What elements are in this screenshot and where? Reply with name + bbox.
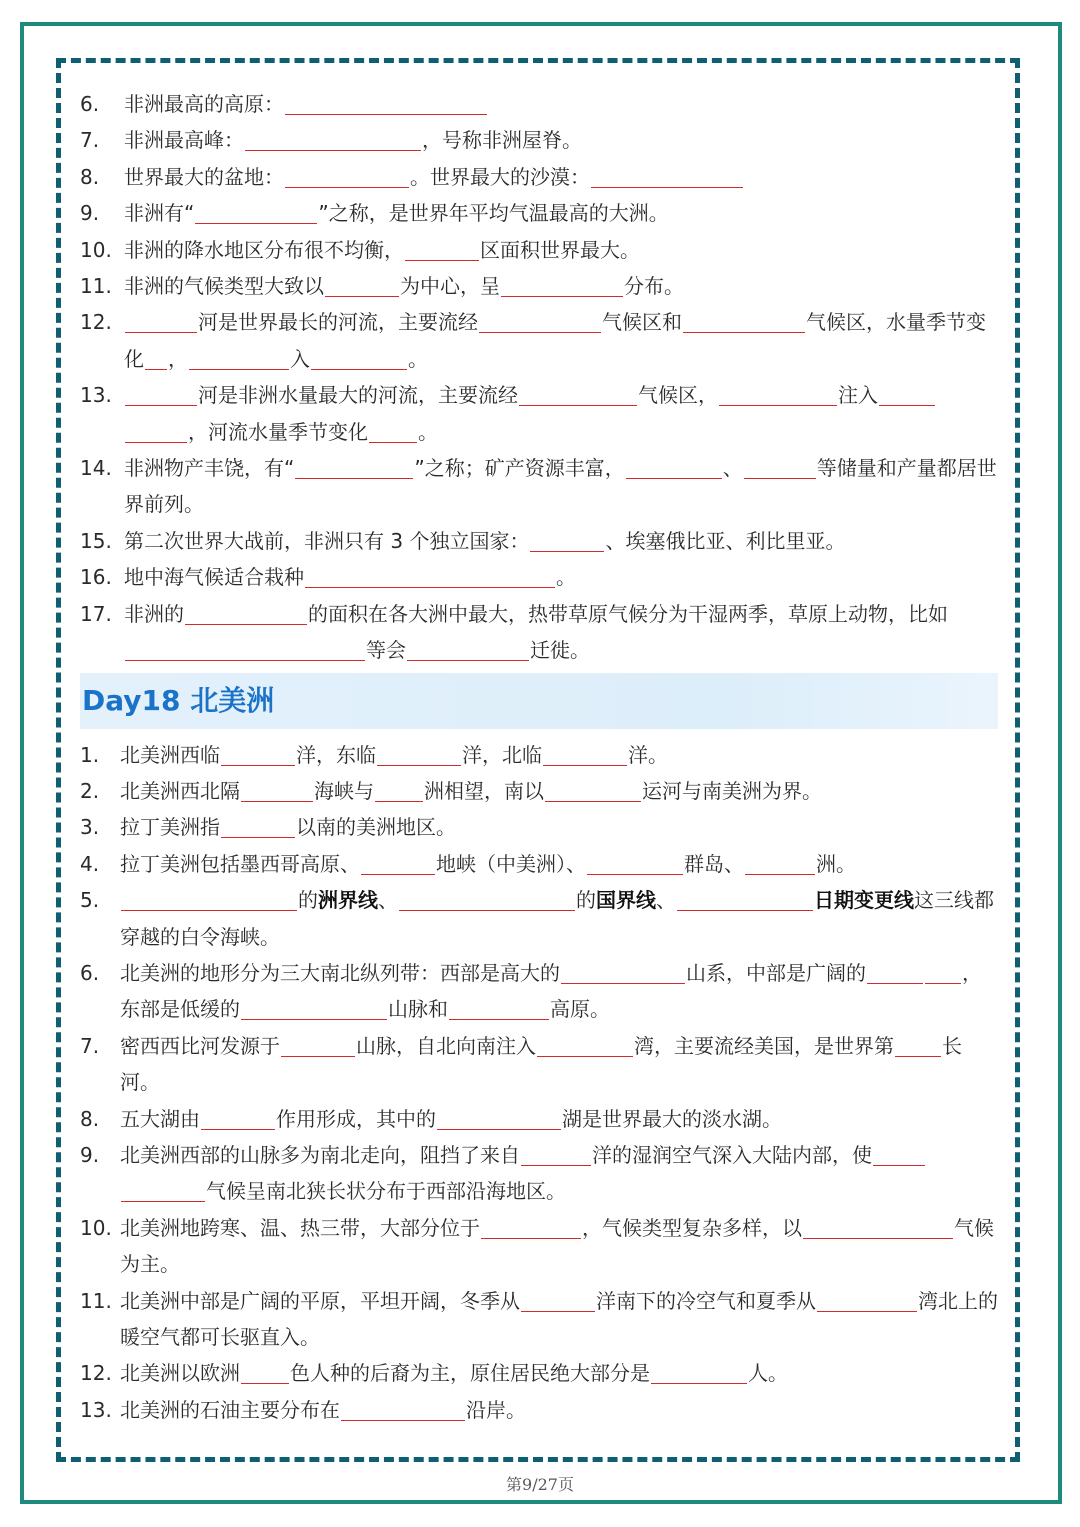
answer-blank[interactable] [873, 1143, 925, 1166]
question-item: 1. 北美洲西临 洋，东临 洋，北临 洋。 [80, 742, 668, 767]
question-item: 8. 五大湖由 作用形成，其中的 湖是世界最大的淡水湖。 [80, 1106, 782, 1131]
answer-blank[interactable] [803, 1216, 953, 1239]
answer-blank[interactable] [925, 961, 961, 984]
answer-blank[interactable] [125, 383, 197, 406]
answer-blank[interactable] [405, 238, 479, 261]
answer-blank[interactable] [479, 310, 601, 333]
answer-blank[interactable] [241, 1361, 289, 1384]
answer-blank[interactable] [375, 779, 423, 802]
question-item: 4. 拉丁美洲包括墨西哥高原、 地峡（中美洲）、 群岛、 洲。 [80, 851, 856, 876]
answer-blank[interactable] [121, 1179, 205, 1202]
answer-blank[interactable] [561, 961, 685, 984]
answer-blank[interactable] [295, 456, 413, 479]
answer-blank[interactable] [867, 961, 923, 984]
answer-blank[interactable] [341, 1398, 465, 1421]
answer-blank[interactable] [245, 128, 421, 151]
answer-blank[interactable] [285, 92, 487, 115]
question-item: 11. 非洲的气候类型大致以 为中心，呈 分布。 [80, 274, 684, 299]
answer-blank[interactable] [545, 779, 641, 802]
answer-blank[interactable] [521, 1143, 591, 1166]
africa-question-list [80, 86, 998, 669]
answer-blank[interactable] [145, 347, 167, 370]
answer-blank[interactable] [677, 888, 813, 911]
answer-blank[interactable] [281, 1034, 355, 1057]
north-america-question-list [80, 737, 998, 1429]
answer-blank[interactable] [221, 743, 295, 766]
answer-blank[interactable] [241, 779, 313, 802]
question-item: 11. 北美洲中部是广阔的平原，平坦开阔，冬季从 洋南下的冷空气和夏季从 湾北上的暖空气都可长驱直入。 [80, 1288, 998, 1349]
answer-blank[interactable] [125, 420, 187, 443]
answer-blank[interactable] [407, 638, 529, 661]
answer-blank[interactable] [591, 165, 743, 188]
question-item: 7. 密西西比河发源于 山脉，自北向南注入 湾，主要流经美国，是世界第 长河。 [80, 1033, 962, 1095]
answer-blank[interactable] [121, 888, 297, 911]
question-item: 6. 非洲最高的高原： [80, 86, 998, 122]
answer-blank[interactable] [437, 1107, 561, 1130]
answer-blank[interactable] [377, 743, 461, 766]
answer-blank[interactable] [241, 997, 387, 1020]
answer-blank[interactable] [519, 383, 637, 406]
answer-blank[interactable] [543, 743, 627, 766]
answer-blank[interactable] [185, 602, 307, 625]
answer-blank[interactable] [221, 815, 295, 838]
answer-blank[interactable] [651, 1361, 747, 1384]
answer-blank[interactable] [817, 1289, 917, 1312]
answer-blank[interactable] [683, 310, 805, 333]
answer-blank[interactable] [369, 420, 417, 443]
question-item: 10. 北美洲地跨寒、温、热三带，大部分位于 ，气候类型复杂多样，以 气候为主。 [80, 1215, 994, 1277]
question-item: 7. 非洲最高峰： ，号称非洲屋脊。 [80, 128, 582, 153]
answer-blank[interactable] [189, 347, 289, 370]
answer-blank[interactable] [311, 347, 407, 370]
answer-blank[interactable] [587, 852, 683, 875]
question-item: 17. 非洲的 的面积在各大洲中最大，热带草原气候分为干湿两季，草原上动物，比如等会 迁徙。 [80, 601, 948, 663]
answer-blank[interactable] [879, 383, 935, 406]
answer-blank[interactable] [125, 638, 365, 661]
answer-blank[interactable] [745, 852, 815, 875]
question-item: 10. 非洲的降水地区分布很不均衡， 区面积世界最大。 [80, 237, 640, 262]
question-item: 12. 北美洲以欧洲 色人种的后裔为主，原住居民绝大部分是 人。 [80, 1361, 788, 1386]
answer-blank[interactable] [501, 274, 623, 297]
question-number: 6. [80, 92, 100, 116]
answer-blank[interactable] [125, 310, 197, 333]
answer-blank[interactable] [285, 165, 409, 188]
question-item: 16. 地中海气候适合栽种 。 [80, 565, 576, 590]
question-item: 14. 非洲物产丰饶，有“ ”之称；矿产资源丰富， 、 等储量和产量都居世界前列。 [80, 456, 997, 517]
answer-blank[interactable] [744, 456, 816, 479]
question-item: 6. 北美洲的地形分为三大南北纵列带：西部是高大的 山系，中部是广阔的 ，东部是低缓的 山脉和 高原。 [80, 960, 982, 1022]
answer-blank[interactable] [449, 997, 549, 1020]
answer-blank[interactable] [719, 383, 837, 406]
answer-blank[interactable] [325, 274, 399, 297]
question-item: 13. 河是非洲水量最大的河流，主要流经 气候区， 注入，河流水量季节变化 。 [80, 377, 998, 450]
answer-blank[interactable] [626, 456, 722, 479]
question-item: 8. 世界最大的盆地： 。世界最大的沙漠： [80, 159, 998, 195]
question-item: 15. 第二次世界大战前，非洲只有 3 个独立国家： 、埃塞俄比亚、利比里亚。 [80, 528, 846, 553]
worksheet-content [80, 86, 998, 1428]
answer-blank[interactable] [895, 1034, 941, 1057]
day18-header: Day18 北美洲 [80, 673, 998, 729]
question-item: 2. 北美洲西北隔 海峡与 洲相望，南以 运河与南美洲为界。 [80, 778, 822, 803]
question-item: 9. 非洲有“ ”之称，是世界年平均气温最高的大洲。 [80, 201, 669, 226]
page-number: 第9/27页 [506, 1475, 574, 1494]
question-item: 9. 北美洲西部的山脉多为南北走向，阻挡了来自 洋的湿润空气深入大陆内部，使气候呈南北狭长状分布于西部沿海地区。 [80, 1137, 998, 1210]
answer-blank[interactable] [537, 1034, 633, 1057]
question-item: 12. 河是世界最长的河流，主要流经 气候区和 气候区，水量季节变化 ， 入 。 [80, 310, 986, 371]
answer-blank[interactable] [521, 1289, 595, 1312]
answer-blank[interactable] [201, 1107, 275, 1130]
question-item: 3. 拉丁美洲指 以南的美洲地区。 [80, 815, 456, 840]
answer-blank[interactable] [361, 852, 435, 875]
question-item: 5. 的洲界线、 的国界线、 日期变更线这三线都穿越的白令海峡。 [80, 888, 994, 949]
question-item: 13. 北美洲的石油主要分布在 沿岸。 [80, 1397, 526, 1422]
answer-blank[interactable] [530, 529, 604, 552]
answer-blank[interactable] [195, 201, 317, 224]
answer-blank[interactable] [481, 1216, 581, 1239]
answer-blank[interactable] [305, 565, 555, 588]
answer-blank[interactable] [399, 888, 575, 911]
